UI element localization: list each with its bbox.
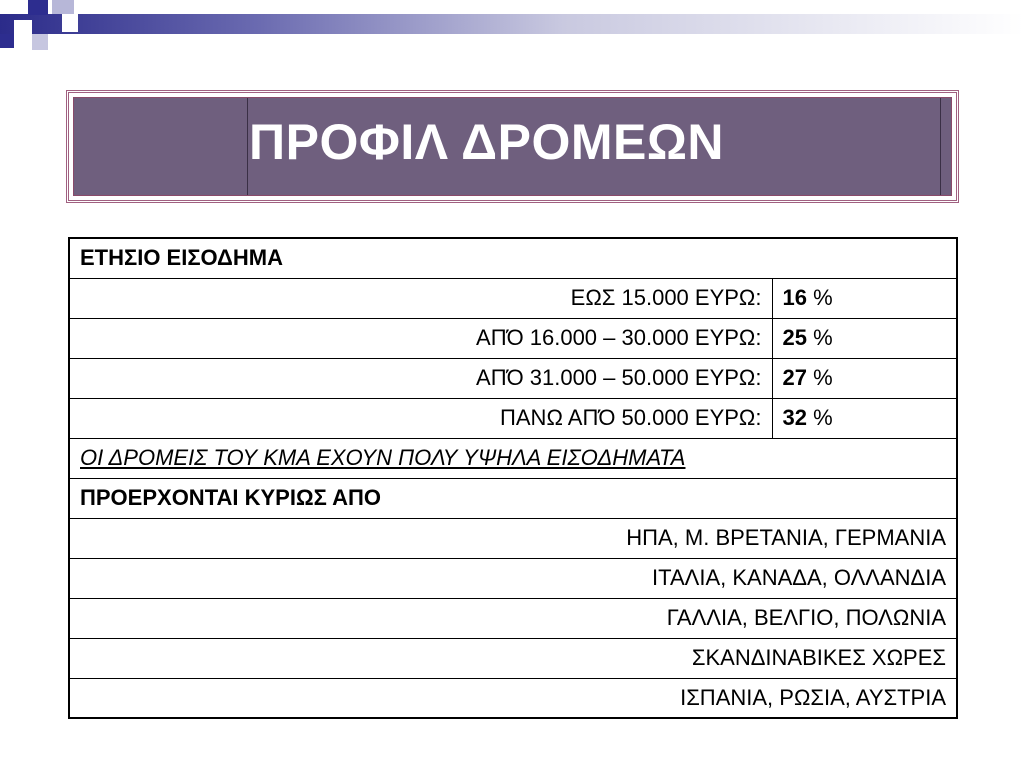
origin-countries: ΙΣΠΑΝΙΑ, ΡΩΣΙΑ, ΑΥΣΤΡΙΑ [69,678,957,718]
top-decor-bar [0,14,1024,34]
origin-countries: ΗΠΑ, Μ. ΒΡΕΤΑΝΙΑ, ΓΕΡΜΑΝΙΑ [69,518,957,558]
table-row [69,598,957,638]
title-divider [940,98,941,195]
table-row [69,318,957,358]
decor-square [62,14,78,32]
table-row [69,398,957,438]
table-row [69,678,957,718]
percent-unit: % [813,405,833,430]
decor-square [14,20,32,36]
table-row [69,238,957,278]
title-band [66,90,959,203]
origin-header: ΠΡΟΕΡΧΟΝΤΑΙ ΚΥΡΙΩΣ ΑΠΟ [69,478,957,518]
table-row [69,358,957,398]
income-label: ΑΠΌ 31.000 – 50.000 ΕΥΡΩ: [69,358,772,398]
income-value: 32 [782,405,807,430]
table-row [69,558,957,598]
page-title: ΠΡΟΦΙΛ ΔΡΟΜΕΩΝ [249,114,725,170]
income-percent [772,278,957,318]
table-row [69,518,957,558]
table-row [69,438,957,478]
origin-countries: ΓΑΛΛΙΑ, ΒΕΛΓΙΟ, ΠΟΛΩΝΙΑ [69,598,957,638]
origin-countries: ΙΤΑΛΙΑ, ΚΑΝΑΔΑ, ΟΛΛΑΝΔΙΑ [69,558,957,598]
origin-countries: ΣΚΑΝΔΙΝΑΒΙΚΕΣ ΧΩΡΕΣ [69,638,957,678]
percent-unit: % [813,325,833,350]
table-row [69,638,957,678]
income-value: 16 [782,285,807,310]
income-value: 25 [782,325,807,350]
runner-profile-table [68,237,958,719]
income-percent [772,318,957,358]
decor-square [28,0,48,15]
income-percent [772,358,957,398]
decor-square [0,34,14,48]
decor-square [52,0,74,14]
income-header: ΕΤΗΣΙΟ ΕΙΣΟΔΗΜΑ [69,238,957,278]
income-label: ΑΠΌ 16.000 – 30.000 ΕΥΡΩ: [69,318,772,358]
income-value: 27 [782,365,807,390]
percent-unit: % [813,365,833,390]
percent-unit: % [813,285,833,310]
income-label: ΠΑΝΩ ΑΠΌ 50.000 ΕΥΡΩ: [69,398,772,438]
table-row [69,278,957,318]
title-divider [247,98,248,195]
income-note: ΟΙ ΔΡΟΜΕΙΣ ΤΟΥ ΚΜΑ ΕΧΟΥΝ ΠΟΛΥ ΥΨΗΛΑ ΕΙΣΟΔΗΜΑΤΑ [69,438,957,478]
income-percent [772,398,957,438]
decor-square [32,34,48,50]
table-row [69,478,957,518]
income-label: ΕΩΣ 15.000 ΕΥΡΩ: [69,278,772,318]
